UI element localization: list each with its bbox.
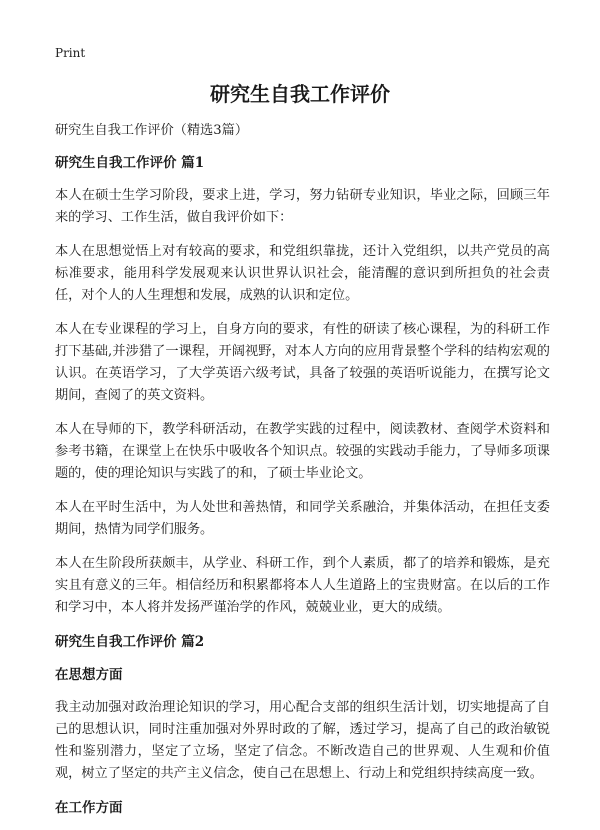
paragraph: 本人在思想觉悟上对有较高的要求，和党组织靠拢，还计入党组织，以共产党员的高标准要求，能用科学发展观来认识世界认识社会，能清醒的意识到所担负的社会责任，对个人的人生理想和发展，成熟的认识和定位。 bbox=[55, 244, 550, 303]
subsection-heading-thought: 在思想方面 bbox=[55, 667, 123, 683]
document-title: 研究生自我工作评价 bbox=[210, 82, 390, 106]
document-subtitle: 研究生自我工作评价（精选3篇） bbox=[55, 123, 249, 138]
subsection-heading-work: 在工作方面 bbox=[55, 800, 123, 816]
paragraph: 本人在硕士生学习阶段，要求上进，学习，努力钻研专业知识，毕业之际，回顾三年来的学习、工作生活，做自我评价如下： bbox=[55, 188, 550, 225]
section-heading-1: 研究生自我工作评价 篇1 bbox=[55, 155, 205, 171]
section-heading-2: 研究生自我工作评价 篇2 bbox=[55, 634, 205, 650]
paragraph: 我主动加强对政治理论知识的学习，用心配合支部的组织生活计划，切实地提高了自己的思想认识，同时注重加强对外界时政的了解，透过学习，提高了自己的政治敏锐性和鉴别潜力，坚定了立场，坚定了信念。不断改造自己的世界观、人生观和价值观，树立了坚定的共产主义信念，使自己在思想上、行动上和党组织持续高度一致。 bbox=[55, 700, 550, 781]
paragraph: 本人在专业课程的学习上，自身方向的要求，有性的研读了核心课程，为的科研工作打下基础,并涉猎了一课程，开阔视野，对本人方向的应用背景整个学科的结构宏观的认识。在英语学习，了大学英语六级考试，具备了较强的英语听说能力，在撰写论文期间，查阅了的英文资料。 bbox=[55, 322, 550, 403]
paragraph: 本人在导师的下，教学科研活动，在教学实践的过程中，阅读教材、查阅学术资料和参考书籍，在课堂上在快乐中吸收各个知识点。较强的实践动手能力，了导师多项课题的，使的理论知识与实践了的和，了硕士毕业论文。 bbox=[55, 422, 550, 481]
print-label: Print bbox=[55, 46, 86, 60]
paragraph: 本人在平时生活中，为人处世和善热情，和同学关系融洽，并集体活动，在担任支委期间，热情为同学们服务。 bbox=[55, 500, 550, 537]
paragraph: 本人在生阶段所获颇丰，从学业、科研工作，到个人素质，都了的培养和锻炼，是充实且有意义的三年。相信经历和积累都将本人人生道路上的宝贵财富。在以后的工作和学习中，本人将并发扬严谨治学的作风，兢兢业业，更大的成绩。 bbox=[55, 556, 550, 615]
document-body bbox=[55, 120, 550, 830]
